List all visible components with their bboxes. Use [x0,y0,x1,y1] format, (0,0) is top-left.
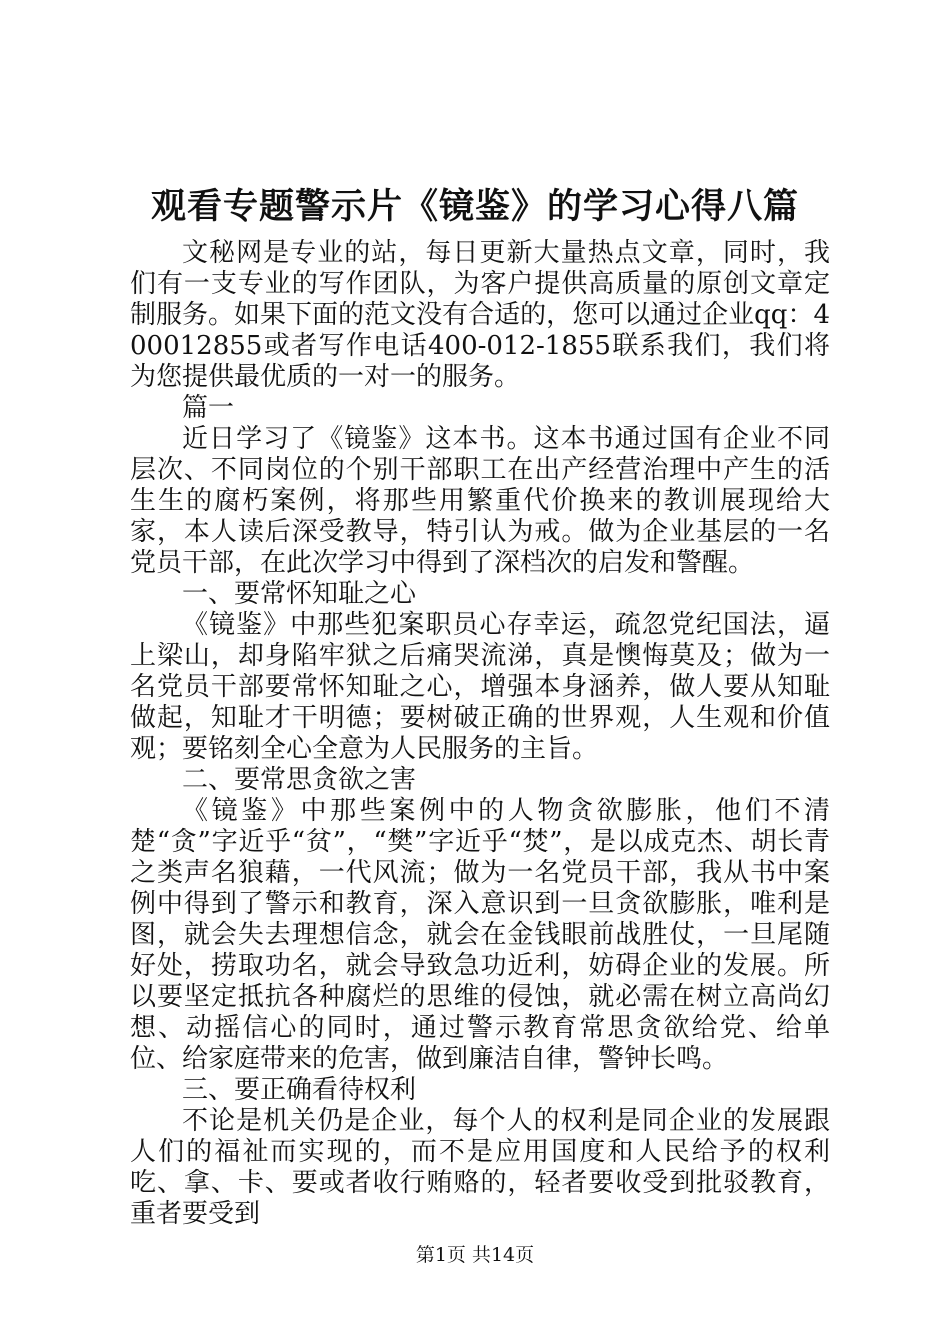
heading-3: 三、要正确看待权利 [182,1075,417,1105]
heading-1: 一、要常怀知耻之心 [182,579,417,609]
paragraph-1: 近日学习了《镜鉴》这本书。这本书通过国有企业不同层次、不同岗位的个别干部职工在出产经营治理中产生的活生生的腐朽案例，将那些用繁重代价换来的教训展现给大家，本人读后深受教导，特引认为戒。做为企业基层的一名党员干部，在此次学习中得到了深档次的启发和警醒。 [130,424,830,578]
intro-paragraph: 文秘网是专业的站，每日更新大量热点文章，同时，我们有一支专业的写作团队，为客户提供高质量的原创文章定制服务。如果下面的范文没有合适的，您可以通过企业qq：400012855或者写作电话400-012-1855联系我们，我们将为您提供最优质的一对一的服务。 [130,238,830,392]
heading-2: 二、要常思贪欲之害 [182,765,417,795]
document-title: 观看专题警示片《镜鉴》的学习心得八篇 [150,186,799,227]
paragraph-3: 《镜鉴》中那些案例中的人物贪欲膨胀，他们不清楚“贪”字近乎“贫”，“樊”字近乎“焚”，是以成克杰、胡长青之类声名狼藉，一代风流；做为一名党员干部，我从书中案例中得到了警示和教育，深入意识到一旦贪欲膨胀，唯利是图，就会失去理想信念，就会在金钱眼前战胜仗，一旦尾随好处，捞取功名，就会导致急功近利，妨碍企业的发展。所以要坚定抵抗各种腐烂的思维的侵蚀，就必需在树立高尚幻想、动摇信心的同时，通过警示教育常思贪欲给党、给单位、给家庭带来的危害，做到廉洁自律，警钟长鸣。 [130,796,830,1074]
paragraph-2: 《镜鉴》中那些犯案职员心存幸运，疏忽党纪国法，逼上梁山，却身陷牢狱之后痛哭流涕，真是懊悔莫及；做为一名党员干部要常怀知耻之心，增强本身涵养，做人要从知耻做起，知耻才干明德；要树破正确的世界观，人生观和价值观；要铭刻全心全意为人民服务的主旨。 [130,610,830,764]
section-label: 篇一 [182,393,235,423]
paragraph-4: 不论是机关仍是企业，每个人的权利是同企业的发展跟人们的福祉而实现的，而不是应用国度和人民给予的权利吃、拿、卡、要或者收行贿赂的，轻者要收受到批驳教育，重者要受到 [130,1106,830,1229]
page-footer: 第1页 共14页 [415,1244,535,1266]
document-body [130,238,830,1230]
